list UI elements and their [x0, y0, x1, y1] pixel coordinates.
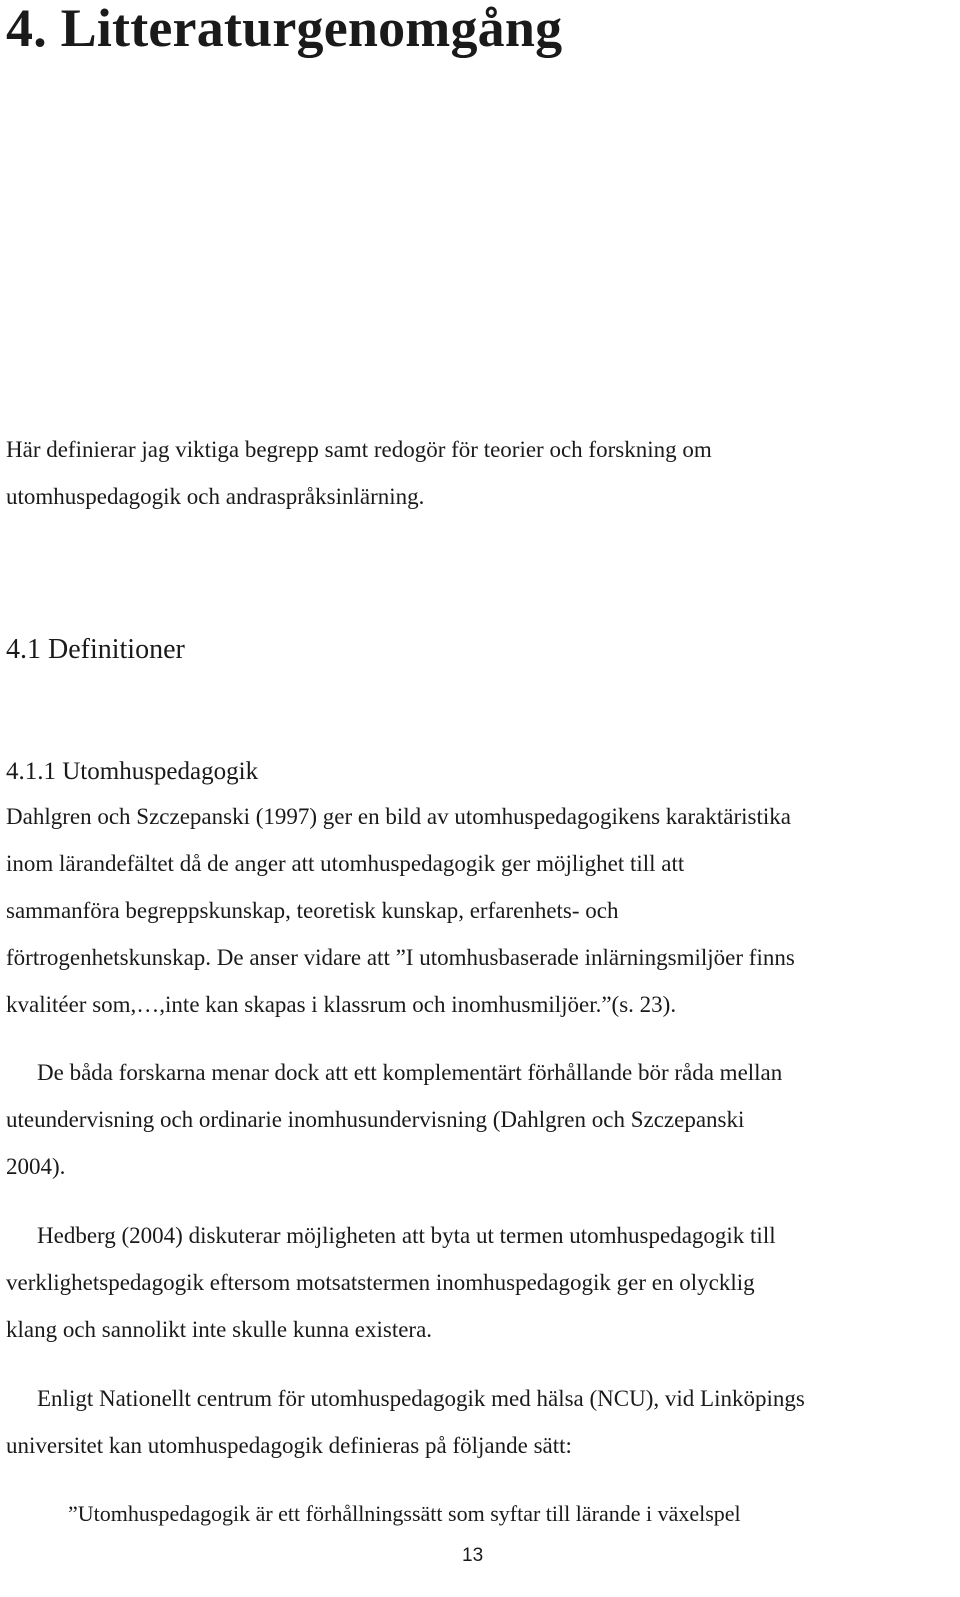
paragraph-line: kvalitéer som,…,inte kan skapas i klassrum och inomhusmiljöer.”(s. 23). [6, 992, 677, 1017]
paragraph-line: inom lärandefältet då de anger att utomhuspedagogik ger möjlighet till att [6, 851, 685, 876]
paragraph-line: verklighetspedagogik eftersom motsatstermen inomhuspedagogik ger en olycklig [6, 1270, 755, 1295]
paragraph-line: förtrogenhetskunskap. De anser vidare att ”I utomhusbaserade inlärningsmiljöer finns [6, 945, 795, 970]
paragraph-line: klang och sannolikt inte skulle kunna existera. [6, 1317, 433, 1342]
chapter-heading: 4. Litteraturgenomgång [6, 0, 563, 58]
section-heading-4-1: 4.1 Definitioner [6, 634, 185, 665]
paragraph-line: Hedberg (2004) diskuterar möjligheten att byta ut termen utomhuspedagogik till [37, 1223, 776, 1248]
paragraph-line: universitet kan utomhuspedagogik definieras på följande sätt: [6, 1433, 572, 1458]
intro-line: Här definierar jag viktiga begrepp samt redogör för teorier och forskning om [6, 437, 712, 462]
page-number: 13 [462, 1545, 484, 1566]
intro-line: utomhuspedagogik och andraspråksinlärning. [6, 484, 425, 509]
paragraph-line: sammanföra begreppskunskap, teoretisk kunskap, erfarenhets- och [6, 898, 619, 923]
block-quote: ”Utomhuspedagogik är ett förhållningssätt som syftar till lärande i växelspel [68, 1501, 741, 1526]
paragraph-line: Dahlgren och Szczepanski (1997) ger en bild av utomhuspedagogikens karaktäristika [6, 804, 791, 829]
paragraph-line: De båda forskarna menar dock att ett komplementärt förhållande bör råda mellan [37, 1060, 783, 1085]
paragraph-line: Enligt Nationellt centrum för utomhuspedagogik med hälsa (NCU), vid Linköpings [37, 1386, 805, 1411]
paragraph-line: uteundervisning och ordinarie inomhusundervisning (Dahlgren och Szczepanski [6, 1107, 745, 1132]
subsection-heading-4-1-1: 4.1.1 Utomhuspedagogik [6, 758, 259, 785]
paragraph-line: 2004). [6, 1154, 66, 1179]
